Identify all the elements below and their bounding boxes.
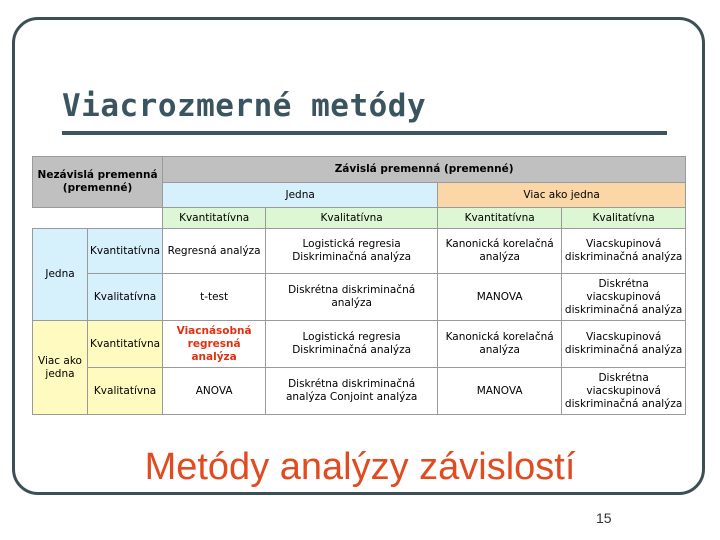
method-cell: Diskrétna diskriminačná analýza [266, 274, 438, 321]
row-group-many: Viac ako jedna [33, 321, 88, 415]
method-cell: Diskrétna diskriminačná analýza Conjoint analýza [266, 368, 438, 415]
method-cell: Logistická regresia Diskriminačná analýza [266, 321, 438, 368]
independent-variable-header: Nezávislá premenná (premenné) [33, 157, 163, 208]
dep-col-header: Kvantitatívna [163, 208, 266, 229]
method-cell: t-test [163, 274, 266, 321]
method-cell: MANOVA [438, 274, 562, 321]
method-cell: Diskrétna viacskupinová diskriminačná analýza [562, 274, 686, 321]
corner-blank [33, 208, 163, 229]
dep-col-header: Kvalitatívna [266, 208, 438, 229]
row-type-label: Kvalitatívna [88, 274, 163, 321]
dependent-one-header: Jedna [163, 183, 438, 208]
row-type-label: Kvantitatívna [88, 321, 163, 368]
dep-col-header: Kvalitatívna [562, 208, 686, 229]
page-number: 15 [596, 510, 612, 526]
method-cell: Diskrétna viacskupinová diskriminačná analýza [562, 368, 686, 415]
dep-col-header: Kvantitatívna [438, 208, 562, 229]
slide-title: Viacrozmerné metódy [62, 88, 427, 124]
dependent-variable-header: Závislá premenná (premenné) [163, 157, 686, 183]
slide-subtitle: Metódy analýzy závislostí [144, 446, 576, 488]
title-underline [62, 131, 667, 135]
row-type-label: Kvalitatívna [88, 368, 163, 415]
method-cell: Viacskupinová diskriminačná analýza [562, 229, 686, 274]
method-cell: Kanonická korelačná analýza [438, 321, 562, 368]
method-cell: Kanonická korelačná analýza [438, 229, 562, 274]
dependent-many-header: Viac ako jedna [438, 183, 686, 208]
row-group-one: Jedna [33, 229, 88, 321]
method-cell: MANOVA [438, 368, 562, 415]
method-cell: Viacskupinová diskriminačná analýza [562, 321, 686, 368]
method-cell: ANOVA [163, 368, 266, 415]
methods-table [32, 156, 686, 415]
row-type-label: Kvantitatívna [88, 229, 163, 274]
method-cell-highlighted: Viacnásobná regresná analýza [163, 321, 266, 368]
method-cell: Regresná analýza [163, 229, 266, 274]
method-cell: Logistická regresia Diskriminačná analýza [266, 229, 438, 274]
